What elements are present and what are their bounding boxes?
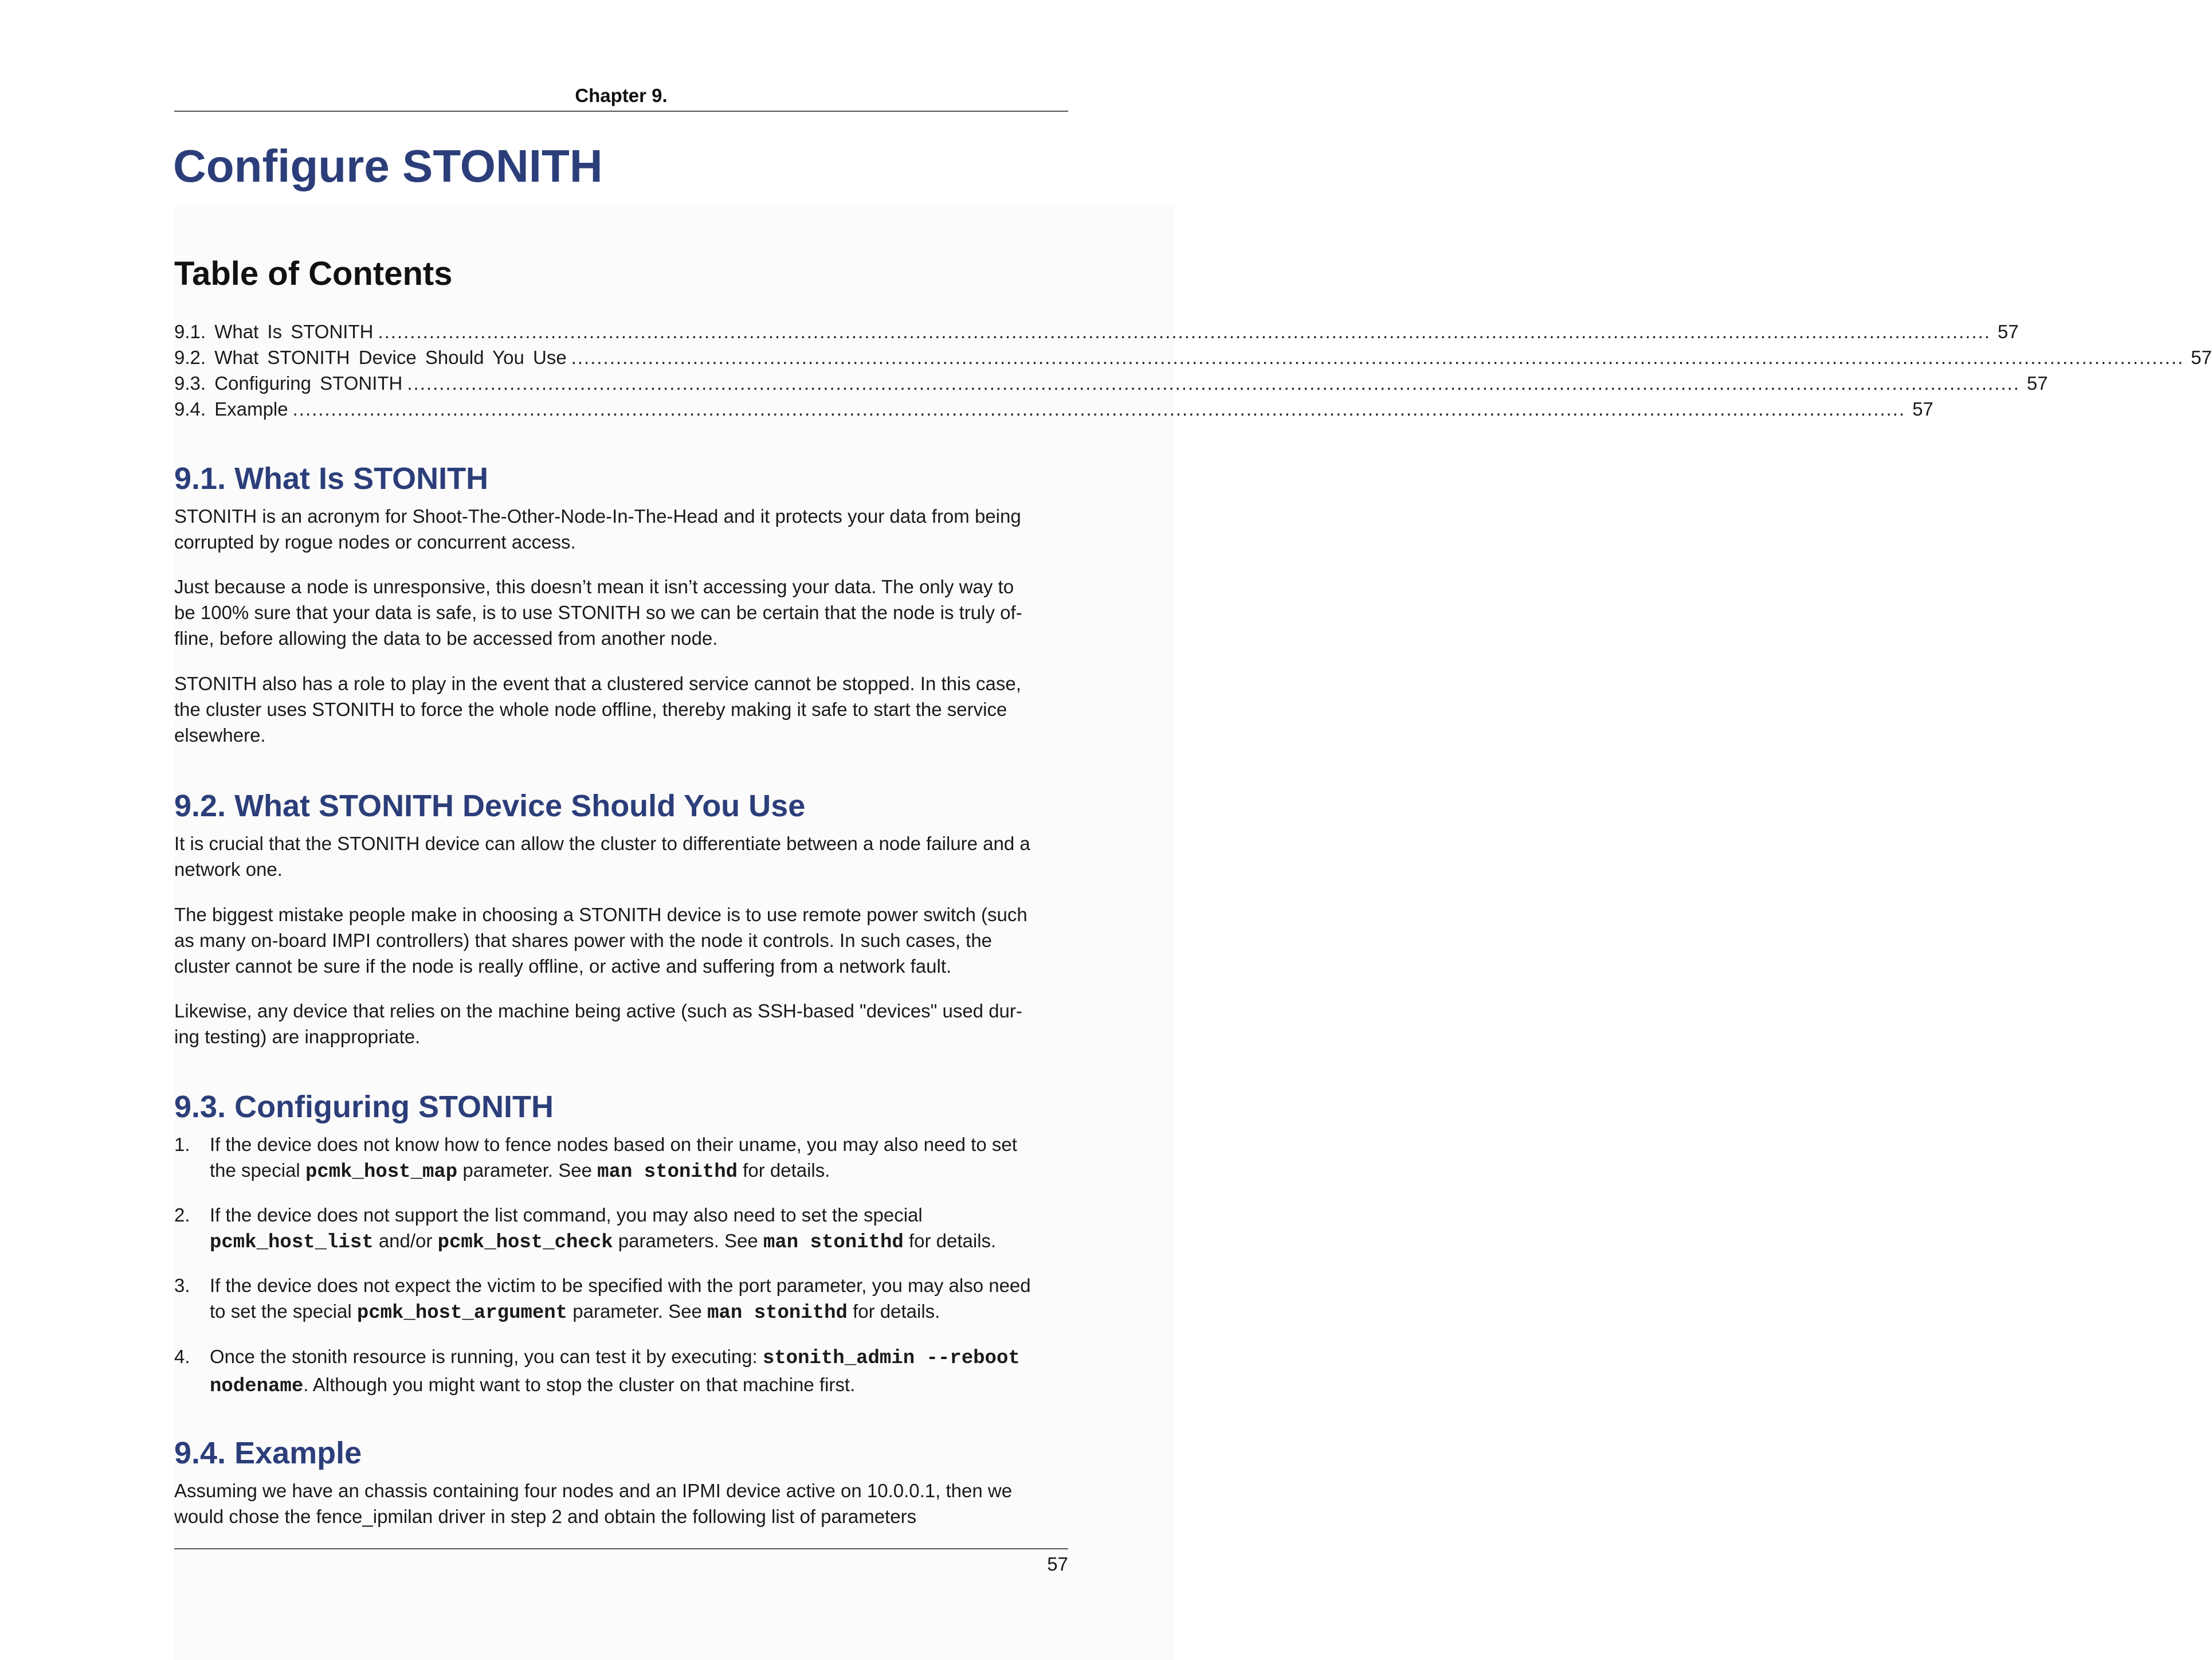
toc-entry-label[interactable]: 9.3. Configuring STONITH	[174, 373, 403, 394]
text-line: STONITH is an acronym for Shoot-The-Other-Node-In-The-Head and it protects your data from being	[174, 506, 1021, 527]
section-paragraph	[174, 503, 1068, 555]
section-paragraph	[174, 998, 1068, 1050]
code-argument: nodename	[210, 1376, 304, 1397]
text-fragment: to set the special	[210, 1301, 357, 1322]
toc-entry[interactable]	[174, 370, 2048, 396]
text-line: the cluster uses STONITH to force the whole node offline, thereby making it safe to start the service	[174, 699, 1007, 720]
text-fragment: Once the stonith resource is running, you can test it by executing:	[210, 1346, 763, 1367]
text-line: corrupted by rogue nodes or concurrent access.	[174, 531, 576, 553]
text-line: as many on-board IMPI controllers) that shares power with the node it controls. In such cases, the	[174, 930, 993, 951]
section-heading-what-is-stonith: 9.1. What Is STONITH	[174, 461, 489, 496]
footer-rule	[174, 1548, 1068, 1549]
text-fragment: parameter. See	[457, 1160, 598, 1181]
running-header: Chapter 9.	[575, 85, 668, 106]
toc-entry-label[interactable]: 9.2. What STONITH Device Should You Use	[174, 347, 567, 368]
toc-entry[interactable]	[174, 344, 2212, 370]
code-parameter: pcmk_host_list	[210, 1232, 374, 1254]
code-command: man stonithd	[763, 1232, 904, 1254]
list-item-body	[210, 1132, 1068, 1185]
toc-heading: Table of Contents	[174, 255, 453, 292]
toc-entry-page[interactable]: 57	[2191, 347, 2212, 368]
code-command: stonith_admin --reboot	[762, 1348, 1020, 1369]
page-number: 57	[1047, 1553, 1068, 1575]
list-item-body	[210, 1202, 1068, 1256]
toc-entry[interactable]	[174, 319, 2019, 344]
list-item-number: 3.	[174, 1275, 190, 1296]
text-line: be 100% sure that your data is safe, is to use STONITH so we can be certain that the node is truly of-	[174, 602, 1022, 623]
list-item-body	[210, 1344, 1068, 1400]
toc-entry-page[interactable]: 57	[1997, 321, 2019, 342]
text-line: would chose the fence_ipmilan driver in step 2 and obtain the following list of parameters	[174, 1506, 917, 1527]
text-line: If the device does not expect the victim to be specified with the port parameter, you may also need	[210, 1275, 1031, 1296]
section-heading-device-choice: 9.2. What STONITH Device Should You Use	[174, 789, 806, 823]
text-fragment: for details.	[903, 1230, 997, 1251]
text-fragment: the special	[210, 1160, 305, 1181]
toc-entry-label[interactable]: 9.4. Example	[174, 398, 288, 420]
text-line: The biggest mistake people make in choosing a STONITH device is to use remote power switch (such	[174, 904, 1027, 925]
toc-entry[interactable]	[174, 396, 1933, 422]
text-line: STONITH also has a role to play in the event that a clustered service cannot be stopped. In this case,	[174, 673, 1021, 694]
table-of-contents	[174, 319, 2212, 422]
text-fragment: for details.	[738, 1160, 830, 1181]
list-item-number: 4.	[174, 1346, 190, 1367]
text-line: It is crucial that the STONITH device can allow the cluster to differentiate between a node failure and a	[174, 833, 1030, 854]
header-rule	[174, 111, 1068, 112]
toc-leader: ............................................................................................................................................................................................................................................................	[571, 347, 2184, 368]
section-paragraph	[174, 671, 1068, 748]
text-fragment: . Although you might want to stop the cluster on that machine first.	[303, 1374, 856, 1395]
section-paragraph	[174, 831, 1068, 882]
code-parameter: pcmk_host_map	[305, 1161, 458, 1183]
text-line: cluster cannot be sure if the node is really offline, or active and suffering from a network fault.	[174, 956, 952, 977]
text-line: ing testing) are inappropriate.	[174, 1026, 421, 1047]
section-paragraph	[174, 902, 1068, 979]
list-item-body	[210, 1273, 1068, 1326]
chapter-title: Configure STONITH	[173, 140, 603, 191]
text-line: Likewise, any device that relies on the machine being active (such as SSH-based "devices" used dur-	[174, 1000, 1022, 1021]
text-line: Just because a node is unresponsive, this doesn’t mean it isn’t accessing your data. The only way to	[174, 576, 1014, 597]
code-parameter: pcmk_host_check	[437, 1232, 613, 1254]
toc-leader: ............................................................................................................................................................................................................................................................	[292, 398, 1906, 420]
toc-leader: ............................................................................................................................................................................................................................................................	[407, 373, 2020, 394]
section-heading-configuring: 9.3. Configuring STONITH	[174, 1090, 554, 1124]
toc-entry-label[interactable]: 9.1. What Is STONITH	[174, 321, 374, 342]
text-line: elsewhere.	[174, 725, 266, 746]
text-fragment: for details.	[847, 1301, 940, 1322]
text-fragment: parameters. See	[613, 1230, 763, 1251]
code-command: man stonithd	[597, 1161, 738, 1183]
text-line: If the device does not know how to fence nodes based on their uname, you may also need to set	[210, 1134, 1017, 1155]
text-fragment: and/or	[373, 1230, 438, 1251]
text-line: If the device does not support the list command, you may also need to set the special	[210, 1204, 923, 1226]
toc-leader: ............................................................................................................................................................................................................................................................	[378, 321, 1991, 342]
text-line: fline, before allowing the data to be accessed from another node.	[174, 628, 718, 649]
list-item-number: 1.	[174, 1134, 190, 1155]
section-paragraph	[174, 1478, 1068, 1529]
toc-entry-page[interactable]: 57	[2026, 373, 2048, 394]
toc-entry-page[interactable]: 57	[1912, 398, 1933, 420]
section-paragraph	[174, 574, 1068, 651]
text-fragment: parameter. See	[567, 1301, 708, 1322]
section-heading-example: 9.4. Example	[174, 1436, 362, 1470]
code-command: man stonithd	[707, 1302, 848, 1324]
code-parameter: pcmk_host_argument	[356, 1302, 568, 1324]
text-line: network one.	[174, 859, 283, 880]
list-item-number: 2.	[174, 1204, 190, 1226]
text-line: Assuming we have an chassis containing four nodes and an IPMI device active on 10.0.0.1, then we	[174, 1480, 1013, 1501]
